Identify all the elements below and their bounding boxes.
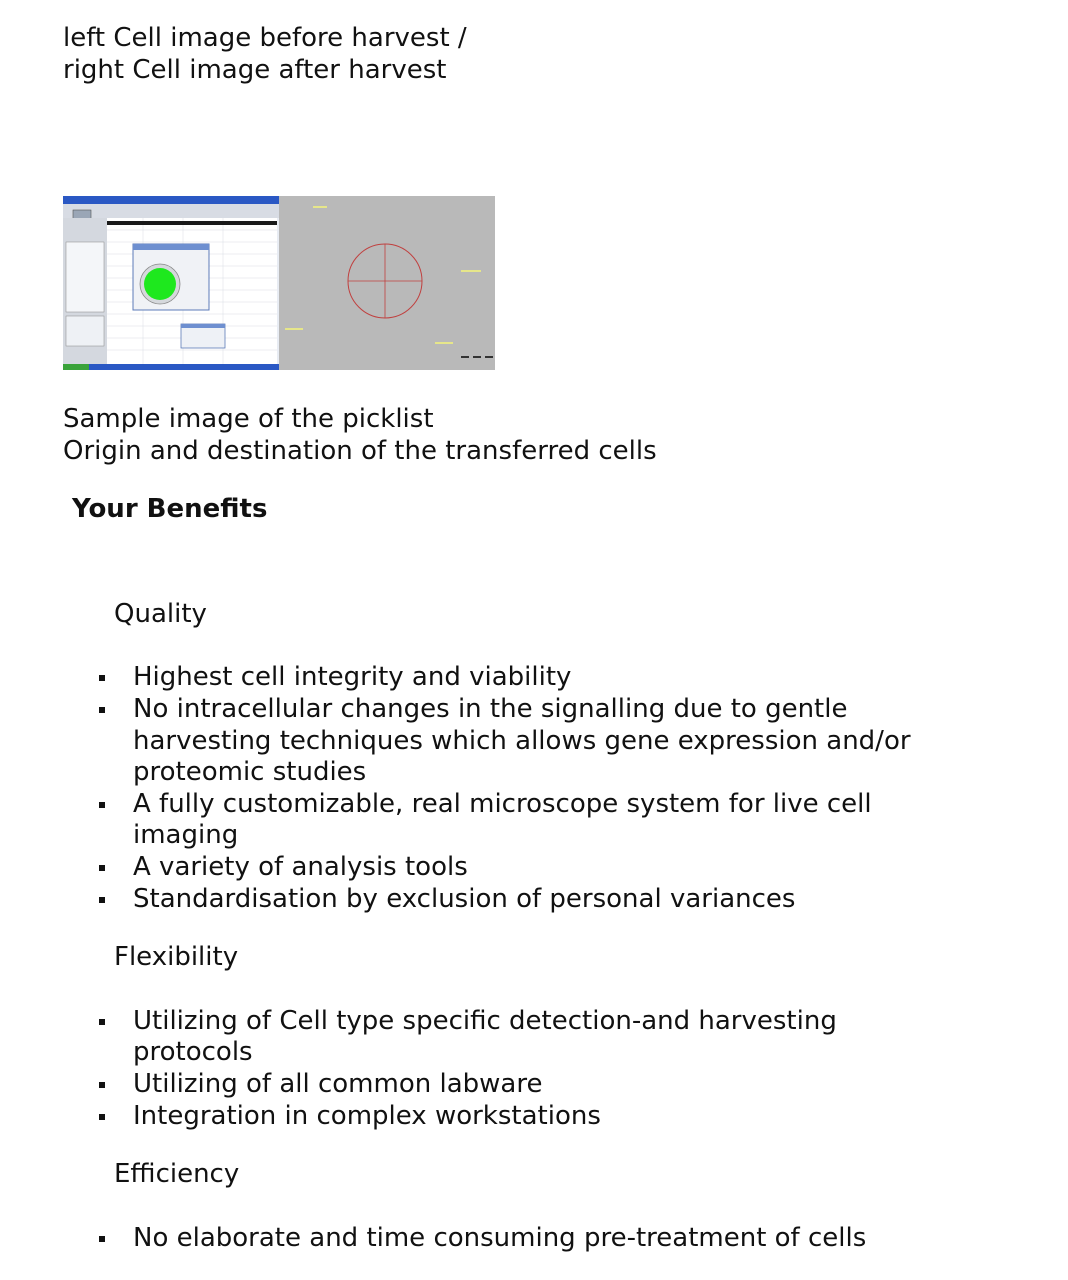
list-item: Highest cell integrity and viability	[133, 662, 572, 692]
bullet-marker	[99, 1236, 105, 1242]
list-item: A fully customizable, real microscope system for live cell	[133, 789, 872, 819]
bullet-marker	[99, 1114, 105, 1120]
cell-image-after-harvest	[279, 196, 495, 370]
list-item-continuation: imaging	[133, 820, 239, 850]
list-item-continuation: harvesting techniques which allows gene expression and/or	[133, 726, 911, 756]
section-title-quality: Quality	[114, 599, 207, 629]
section-title-efficiency: Efficiency	[114, 1159, 240, 1189]
section-title-flexibility: Flexibility	[114, 942, 239, 972]
list-item: Standardisation by exclusion of personal variances	[133, 884, 796, 914]
caption-right-image: right Cell image after harvest	[63, 55, 447, 85]
cell-harvest-image-pair	[63, 196, 495, 370]
list-item-continuation: proteomic studies	[133, 757, 367, 787]
list-item-continuation: protocols	[133, 1037, 253, 1067]
list-item: Utilizing of all common labware	[133, 1069, 543, 1099]
caption-left-image: left Cell image before harvest /	[63, 23, 467, 53]
bullet-marker	[99, 707, 105, 713]
bullet-marker	[99, 1019, 105, 1025]
caption-picklist: Sample image of the picklist	[63, 404, 434, 434]
list-item: No intracellular changes in the signalling due to gentle	[133, 694, 848, 724]
bullet-marker	[99, 802, 105, 808]
bullet-marker	[99, 675, 105, 681]
list-item: A variety of analysis tools	[133, 852, 468, 882]
bullet-marker	[99, 897, 105, 903]
caption-transfer: Origin and destination of the transferred cells	[63, 436, 657, 466]
benefits-heading: Your Benefits	[72, 494, 268, 524]
microscope-view-graphic	[279, 196, 495, 370]
cell-image-before-harvest	[63, 196, 279, 370]
list-item: No elaborate and time consuming pre-treatment of cells	[133, 1223, 867, 1253]
list-item: Integration in complex workstations	[133, 1101, 601, 1131]
list-item: Utilizing of Cell type specific detection-and harvesting	[133, 1006, 837, 1036]
software-screenshot-graphic	[63, 196, 279, 370]
bullet-marker	[99, 865, 105, 871]
bullet-marker	[99, 1082, 105, 1088]
